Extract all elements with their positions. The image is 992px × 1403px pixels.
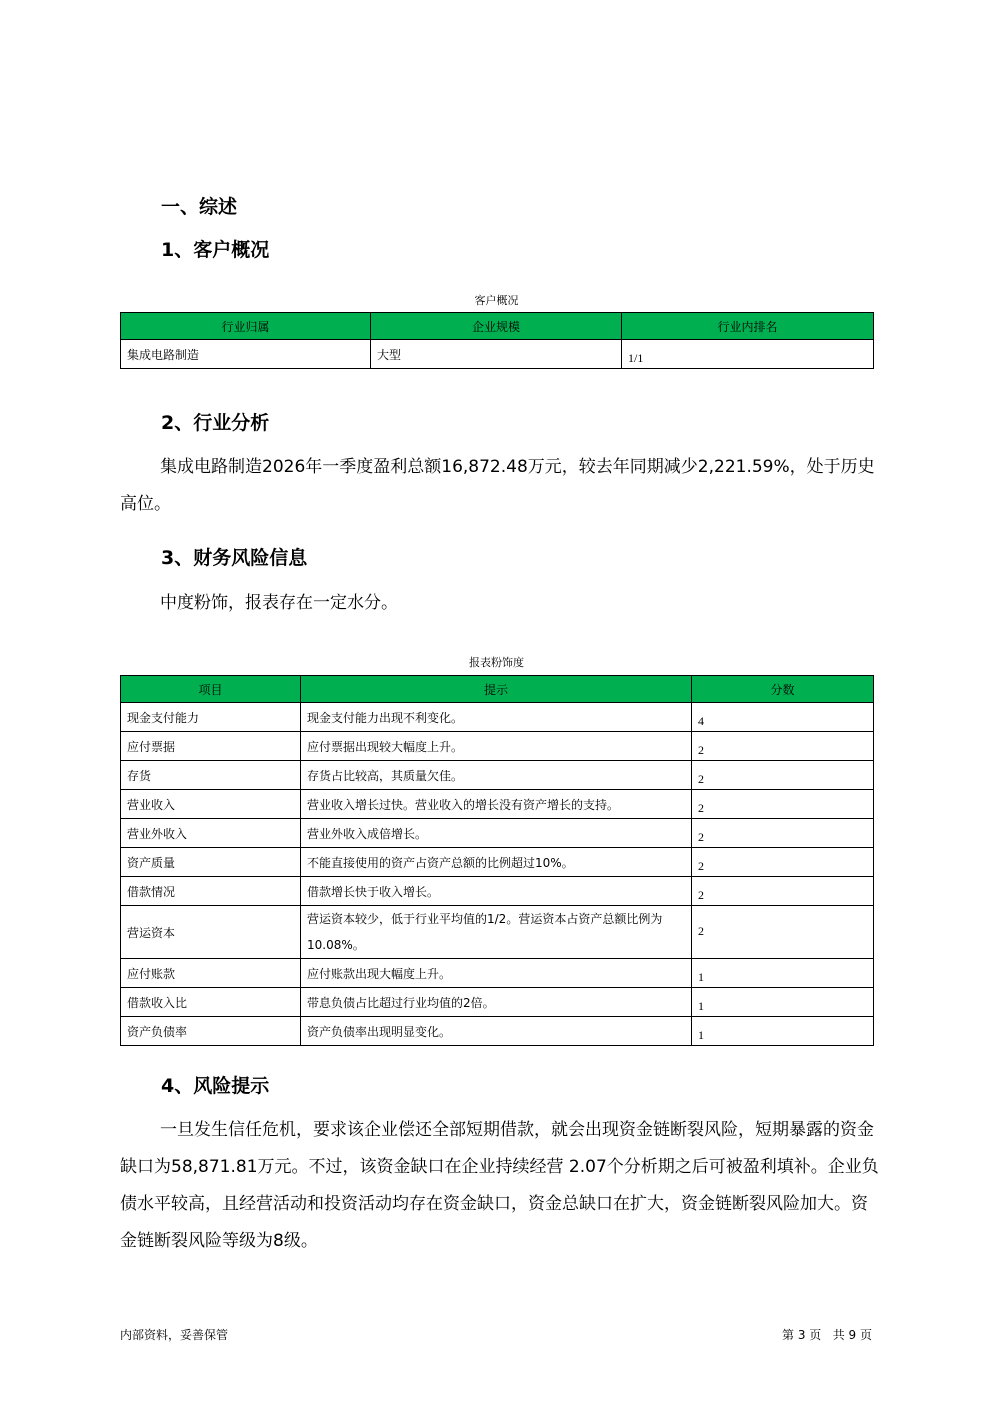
cell-item: 借款情况 (121, 877, 301, 906)
table-row (121, 819, 874, 848)
table-row (121, 988, 874, 1017)
cell-item: 营运资本 (121, 906, 301, 959)
cell-hint: 存货占比较高，其质量欠佳。 (301, 761, 692, 790)
main-heading: 一、综述 (161, 196, 238, 218)
customer-overview-table (120, 312, 874, 369)
cell-hint: 资产负债率出现明显变化。 (301, 1017, 692, 1046)
header-scale: 企业规模 (371, 313, 622, 340)
cell-hint: 营运资本较少，低于行业平均值的1/2。营运资本占资产总额比例为10.08%。 (301, 906, 692, 959)
cell-rank: 1/1 (622, 340, 874, 369)
section1-title: 1、客户概况 (161, 239, 270, 261)
header-item: 项目 (121, 676, 301, 703)
section2-title: 2、行业分析 (161, 412, 270, 434)
cell-hint: 现金支付能力出现不利变化。 (301, 703, 692, 732)
cell-hint: 借款增长快于收入增长。 (301, 877, 692, 906)
customer-table-caption: 客户概况 (474, 294, 519, 307)
table-row (121, 761, 874, 790)
cell-scale: 大型 (371, 340, 622, 369)
header-rank: 行业内排名 (622, 313, 874, 340)
cell-item: 现金支付能力 (121, 703, 301, 732)
cell-score: 2 (692, 848, 874, 877)
cell-score: 1 (692, 988, 874, 1017)
cell-item: 存货 (121, 761, 301, 790)
cell-item: 营业外收入 (121, 819, 301, 848)
cell-score: 2 (692, 906, 874, 959)
cell-score: 1 (692, 959, 874, 988)
section4-title: 4、风险提示 (161, 1075, 270, 1097)
cell-item: 资产质量 (121, 848, 301, 877)
header-industry: 行业归属 (121, 313, 371, 340)
table-row (121, 790, 874, 819)
cell-hint: 带息负债占比超过行业均值的2倍。 (301, 988, 692, 1017)
cell-score: 2 (692, 732, 874, 761)
cell-item: 借款收入比 (121, 988, 301, 1017)
cell-score: 2 (692, 819, 874, 848)
cell-item: 资产负债率 (121, 1017, 301, 1046)
cell-industry: 集成电路制造 (121, 340, 371, 369)
footer-page-number: 第 3 页 共 9 页 (782, 1328, 872, 1342)
cell-hint: 应付票据出现较大幅度上升。 (301, 732, 692, 761)
table-row (121, 340, 874, 369)
cell-hint: 营业收入增长过快。营业收入的增长没有资产增长的支持。 (301, 790, 692, 819)
cell-score: 1 (692, 1017, 874, 1046)
cell-hint: 应付账款出现大幅度上升。 (301, 959, 692, 988)
cell-hint: 不能直接使用的资产占资产总额的比例超过10%。 (301, 848, 692, 877)
cell-item: 应付票据 (121, 732, 301, 761)
section3-title: 3、财务风险信息 (161, 547, 308, 569)
cell-score: 2 (692, 877, 874, 906)
risk-warning-text: 一旦发生信任危机，要求该企业偿还全部短期借款，就会出现资金链断裂风险，短期暴露的资金缺口为58,871.81万元。不过，该资金缺口在企业持续经营 2.07个分析期之后可被盈利填补。企业负债水平较高，且经营活动和投资活动均存在资金缺口，资金总缺口在扩大，资金链断裂风险加大。资金链断裂风险等级为8级。 (120, 1120, 879, 1251)
cell-item: 营业收入 (121, 790, 301, 819)
cell-score: 4 (692, 703, 874, 732)
table-row (121, 703, 874, 732)
table-header-row (121, 676, 874, 703)
header-hint: 提示 (301, 676, 692, 703)
financial-risk-text: 中度粉饰，报表存在一定水分。 (160, 593, 398, 613)
table-row (121, 877, 874, 906)
cell-score: 2 (692, 761, 874, 790)
header-score: 分数 (692, 676, 874, 703)
table-row (121, 848, 874, 877)
industry-analysis-text: 集成电路制造2026年一季度盈利总额16,872.48万元，较去年同期减少2,221.59%，处于历史高位。 (120, 457, 875, 514)
footer-confidential: 内部资料，妥善保管 (120, 1328, 229, 1342)
cell-score: 2 (692, 790, 874, 819)
cell-item: 应付账款 (121, 959, 301, 988)
table-row (121, 1017, 874, 1046)
table-header-row (121, 313, 874, 340)
table-row (121, 959, 874, 988)
table-row (121, 906, 874, 959)
embellishment-table (120, 675, 874, 1046)
table-row (121, 732, 874, 761)
embellishment-table-caption: 报表粉饰度 (469, 656, 524, 669)
cell-hint: 营业外收入成倍增长。 (301, 819, 692, 848)
